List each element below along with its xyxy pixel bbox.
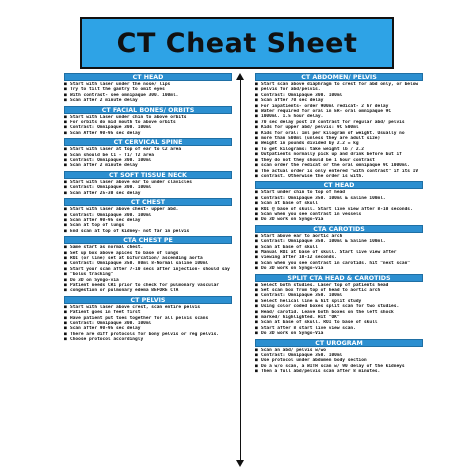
bullet-item: ■ Contrast: Omnipaque 300. 100ml [64,158,232,163]
bullet-item: ■ congestion or pulmonary edema BEFORE CTA [64,288,232,293]
bullet-item: ■ Do 3D work on Syngo-via [255,266,423,271]
bullet-item: ■ Scan when you see contrast in carotids. hit "next scan" [255,261,423,266]
bullet-list [255,282,423,337]
bullet-item: ■ Set scan box from top of head to aortic arch [255,288,423,293]
bullet-item: ■ Start with Laser under chin to above orbits [64,115,232,120]
bullet-item: ■ Choose protocol accordingly [64,337,232,342]
section-header: CT ABDOMEN/ PELVIS [255,73,423,81]
bullet-item: ■ For orbits do mid mouth to above orbits [64,120,232,125]
bullet-list [64,304,232,343]
bullet-item: ■ Contrast: Omnipaque 350. 80ml 8-Normal saline 100ml [64,261,232,266]
page-title: CT Cheat Sheet [116,27,358,59]
bullet-item: ■ Using color coded boxes split scan for two studies. [255,304,423,309]
bullet-item: ■ Patient needs CR1 prior to check for pulmonary vascular [64,283,232,288]
bullet-item: ■ ROI @ base of skull. Start live view after 8-10 seconds. [255,207,423,212]
bullet-item: ■ Scan at base of skull [255,245,423,250]
bullet-item: ■ marked/ highlighted. Hit "OK" [255,315,423,320]
bullet-item: ■ Scan after 90-95 sec delay [64,218,232,223]
section-ct-cervical-spine [64,138,232,169]
bullet-item: ■ Start under chin to top of head [255,190,423,195]
bullet-item: ■ Contrast: Omnipaque 300. 100ml [255,93,423,98]
section-cta-carotids [255,225,423,272]
bullet-item: ■ Weight in pounds divided by 2.2 = kg [255,141,423,146]
bullet-list [64,81,232,104]
bullet-item: ■ Scan at top of lungs [64,223,232,228]
bullet-item: ■ Scan should be C1 - T1/ T2 area [64,153,232,158]
bullet-item: ■ To get kilograms: take weight lb / 2.2 [255,147,423,152]
bullet-item: ■ Start with laser above ear to under clavicles [64,180,232,185]
title-banner [80,17,394,69]
bullet-item: ■ Scan after 2 minute delay [64,98,232,103]
section-header: SPLIT CTA HEAD & CAROTIDS [255,274,423,282]
bullet-item: ■ Do 3D on Syngo-via [64,278,232,283]
bullet-item: ■ Have patient put toes together for all pelvis scans [64,316,232,321]
section-ct-facial-bones-orbits [64,106,232,137]
bullet-item: ■ Water required for oral in ER- oral omnipaque 9C [255,109,423,114]
bullet-list [64,146,232,169]
bullet-item: ■ Contrast: Omnipaque 300. 100ml [64,125,232,130]
bullet-item: ■ Scan an abd/ pelvis w/wo [255,348,423,353]
bullet-item: ■ Contrast: Omnipaque 350. 100ml & Saline 100ml. [255,239,423,244]
bullet-item: ■ End scan at top of kidney- not far in pelvis [64,229,232,234]
bullet-list [255,233,423,272]
bullet-item: ■ viewing after 10-12 seconds. [255,255,423,260]
section-ct-abdomen-pelvis [255,73,423,179]
bullet-item: ■ Do 3D work on Syngo-Via [255,331,423,336]
section-header: CT UROGRAM [255,339,423,347]
bullet-list [255,81,423,179]
bullet-item: ■ Contrast: Omnipaque 300. 100ml [64,321,232,326]
bullet-item: ■ Patient goes in feet first [64,310,232,315]
bullet-item: ■ scan order the redicat or the oral omnipaque 9C 1000ml. [255,163,423,168]
section-split-cta-head-carotids [255,274,423,337]
bullet-item: ■ With contrast- see omnipaque 300. 100ml. [64,93,232,98]
arrow-up-icon [236,73,244,80]
bullet-item: ■ Scan after 90-95 sec delay [64,326,232,331]
section-cta-chest-pe [64,236,232,294]
bullet-item: ■ Outpatients normally pick up and drink before but if [255,152,423,157]
section-ct-soft-tissue-neck [64,171,232,196]
bullet-item: ■ For inpatients- order 900ml redicat- 2 hr delay [255,104,423,109]
bullet-item: ■ they do not they should be 1 hour contrast [255,158,423,163]
bullet-item: ■ Start after 8 start live view scan. [255,326,423,331]
bullet-item: ■ Kids for upper abd/ pelvis: 9C 500ml [255,125,423,130]
bullet-item: ■ There are diff protocols for bony pelvis or reg pelvis. [64,332,232,337]
bullet-item: ■ Start scan above diaphragm to crest for abd only, or below [255,82,423,87]
bullet-item: ■ more than 500ml (unless they are adult size) [255,136,423,141]
bullet-item: ■ Try to tilt the gantry to omit eyes [64,87,232,92]
bullet-item: ■ Kids for oral: 1ml per kilogram of weight. Usually no [255,131,423,136]
bullet-item: ■ Start with laser at top of ear to C2 area [64,147,232,152]
arrow-down-icon [236,460,244,467]
bullet-item: ■ Do a w/o scan, a WITH scan w/ 90 delay of the kidneys [255,364,423,369]
section-header: CT HEAD [64,73,232,81]
bullet-item: ■ Contrast: Omnipaque 350. 100ml [255,293,423,298]
bullet-item: ■ Contrast: Omnipaque 300. 100ml [64,213,232,218]
bullet-item: ■ Scan at base of skull [255,201,423,206]
section-header: CT PELVIS [64,296,232,304]
right-column [255,73,423,377]
bullet-item: ■ Start with laser under the nose/ lips [64,82,232,87]
section-ct-urogram [255,339,423,375]
bullet-list [64,206,232,234]
bullet-item: ■ Start your scan after 7-10 secs after injection- should say [64,267,232,272]
section-header: CTA CAROTIDS [255,225,423,233]
bullet-item: ■ Do 3D work on Syngo-Via [255,217,423,222]
section-header: CT HEAD [255,181,423,189]
section-header: CT CERVICAL SPINE [64,138,232,146]
bullet-item: ■ Scan when you see contrast in vessels [255,212,423,217]
bullet-item: ■ 70 sec delay post IV contrast for regular abd/ pelvis [255,120,423,125]
bullet-list [64,179,232,196]
bullet-item: ■ Scan After 90-95 sec delay [64,131,232,136]
bullet-item: ■ 1000ml. 1.5 hour delay. [255,114,423,119]
bullet-item: ■ Manual ROI at base of skull. Start live view after [255,250,423,255]
bullet-item: ■ Contrast: Omnipaque 350. 100ml [255,353,423,358]
bullet-list [255,347,423,375]
bullet-list [255,189,423,222]
bullet-item: ■ Use protocol under abdomen body section [255,358,423,363]
section-ct-chest [64,198,232,234]
bullet-item: ■ "bolus tracking" [64,272,232,277]
section-header: CTA CHEST PE [64,236,232,244]
bullet-item: ■ Select helical line & hit split study [255,299,423,304]
bullet-item: ■ Start above ear to aortic arch [255,234,423,239]
bullet-item: ■ Head/ carotid. Leave both boxes on the left shock [255,310,423,315]
bullet-item: ■ Contrast: Omnipaque 300. 100ml [64,185,232,190]
bullet-item: ■ Same start as normal chest. [64,245,232,250]
section-header: CT CHEST [64,198,232,206]
bullet-item: ■ Contrast: Omnipaque 350. 100ml & saline 100ml. [255,196,423,201]
bullet-item: ■ Scan at base of skull. ROI to base of skull [255,320,423,325]
bullet-list [64,244,232,294]
bullet-item: ■ Set up box above apices to base of lungs [64,251,232,256]
section-ct-head [255,181,423,222]
bullet-item: ■ Scan after 2 minute delay [64,163,232,168]
bullet-item: ■ Start with laser above crest, scan entire pelvis [64,305,232,310]
bullet-item: ■ Start with laser above chest- upper abd. [64,207,232,212]
bullet-list [64,114,232,137]
bullet-item: ■ Select both studies. Laser top of patients head [255,283,423,288]
section-ct-pelvis [64,296,232,343]
bullet-item: ■ pelvis for abd/pelvis. [255,87,423,92]
bullet-item: ■ Scan after 70 sec delay [255,98,423,103]
bullet-item: ■ contrast. Otherwise the order is with. [255,174,423,179]
left-column [64,73,232,345]
vertical-divider-axis [240,78,241,461]
bullet-item: ■ Scan after 25-30 sec delay [64,191,232,196]
section-ct-head [64,73,232,104]
section-header: CT SOFT TISSUE NECK [64,171,232,179]
bullet-item: ■ ROI (or line) set at bifurcation/ ascending aorta [64,256,232,261]
section-header: CT FACIAL BONES/ ORBITS [64,106,232,114]
bullet-item: ■ Then a full abd/pelvis scan after 8 minutes. [255,369,423,374]
bullet-item: ■ The actual order is only entered "with contrast" if its IV [255,169,423,174]
